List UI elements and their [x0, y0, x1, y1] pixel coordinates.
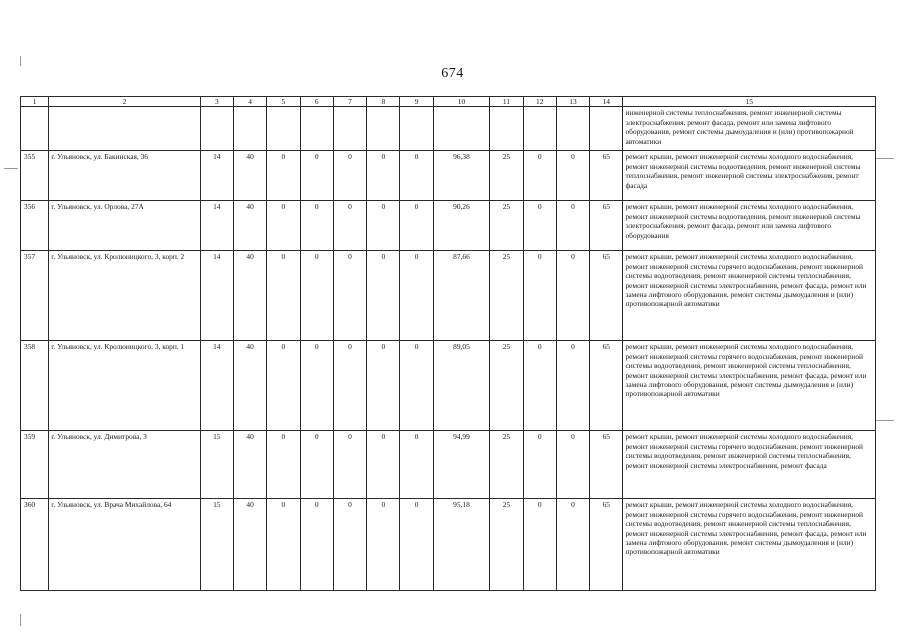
value-cell: 0 — [400, 499, 433, 591]
value-cell: 40 — [233, 431, 266, 499]
table-row — [21, 251, 876, 341]
value-cell: 0 — [400, 251, 433, 341]
value-cell: 65 — [590, 251, 623, 341]
column-header-14: 14 — [590, 97, 623, 107]
value-cell — [590, 107, 623, 151]
address-cell: г. Ульяновск, ул. Димитрова, 3 — [49, 431, 200, 499]
value-cell: 96,38 — [433, 151, 490, 201]
column-header-11: 11 — [490, 97, 523, 107]
value-cell: 0 — [367, 151, 400, 201]
value-cell: 14 — [200, 201, 233, 251]
value-cell: 15 — [200, 431, 233, 499]
address-cell: г. Ульяновск, ул. Кролюницкого, 3, корп. 1 — [49, 341, 200, 431]
column-header-13: 13 — [556, 97, 589, 107]
value-cell — [267, 107, 300, 151]
value-cell: 0 — [556, 341, 589, 431]
value-cell: 0 — [267, 201, 300, 251]
value-cell — [367, 107, 400, 151]
column-header-4: 4 — [233, 97, 266, 107]
value-cell: 0 — [400, 431, 433, 499]
value-cell: 0 — [367, 251, 400, 341]
column-header-15: 15 — [623, 97, 876, 107]
value-cell: 15 — [200, 499, 233, 591]
value-cell: 65 — [590, 341, 623, 431]
scan-mark — [20, 614, 21, 626]
value-cell: 0 — [300, 201, 333, 251]
address-cell: г. Ульяновск, ул. Бакинская, 36 — [49, 151, 200, 201]
works-list-cell: инженерной системы теплоснабжения, ремонт инженерной системы электроснабжения, ремонт фасада, ремонт или замена лифтового оборудования, ремонт системы дымоудаления и (или) противопожарной автоматики — [623, 107, 876, 151]
value-cell — [300, 107, 333, 151]
value-cell: 87,66 — [433, 251, 490, 341]
table-row — [21, 201, 876, 251]
row-index-cell: 356 — [21, 201, 49, 251]
table-row — [21, 341, 876, 431]
value-cell: 0 — [333, 499, 366, 591]
value-cell: 0 — [523, 341, 556, 431]
value-cell — [400, 107, 433, 151]
value-cell: 0 — [267, 431, 300, 499]
value-cell: 0 — [333, 251, 366, 341]
page-number: 674 — [441, 66, 464, 81]
value-cell: 0 — [333, 431, 366, 499]
value-cell: 40 — [233, 201, 266, 251]
row-index-cell — [21, 107, 49, 151]
value-cell: 0 — [556, 499, 589, 591]
value-cell: 25 — [490, 251, 523, 341]
value-cell: 0 — [333, 201, 366, 251]
value-cell: 0 — [556, 251, 589, 341]
column-header-1: 1 — [21, 97, 49, 107]
value-cell: 0 — [333, 341, 366, 431]
value-cell: 25 — [490, 201, 523, 251]
table-header — [21, 97, 876, 107]
value-cell: 0 — [523, 151, 556, 201]
row-index-cell: 360 — [21, 499, 49, 591]
address-cell: г. Ульяновск, ул. Орлова, 27А — [49, 201, 200, 251]
column-header-12: 12 — [523, 97, 556, 107]
value-cell: 40 — [233, 499, 266, 591]
value-cell: 25 — [490, 151, 523, 201]
value-cell: 40 — [233, 341, 266, 431]
value-cell — [233, 107, 266, 151]
value-cell: 95,18 — [433, 499, 490, 591]
value-cell: 0 — [400, 341, 433, 431]
column-header-5: 5 — [267, 97, 300, 107]
value-cell: 0 — [523, 431, 556, 499]
value-cell: 0 — [300, 499, 333, 591]
column-header-7: 7 — [333, 97, 366, 107]
value-cell: 0 — [267, 499, 300, 591]
works-list-cell: ремонт крыши, ремонт инженерной системы холодного водоснабжения, ремонт инженерной системы водоотведения, ремонт инженерной системы теплоснабжения, ремонт инженерной системы электроснабжения, ремонт фасада — [623, 151, 876, 201]
value-cell — [200, 107, 233, 151]
value-cell: 14 — [200, 251, 233, 341]
value-cell: 0 — [556, 151, 589, 201]
value-cell: 14 — [200, 151, 233, 201]
works-list-cell: ремонт крыши, ремонт инженерной системы холодного водоснабжения, ремонт инженерной системы водоотведения, ремонт инженерной системы электроснабжения, ремонт фасада, ремонт или замена лифтового оборудования — [623, 201, 876, 251]
value-cell: 65 — [590, 431, 623, 499]
works-list-cell: ремонт крыши, ремонт инженерной системы холодного водоснабжения, ремонт инженерной системы горячего водоснабжения, ремонт инженерной системы водоотведения, ремонт инженерной системы теплоснабжения, ремонт инженерной системы электроснабжения, ремонт фасада, ремонт или замена лифтового оборудования, ремонт системы дымоудаления и (или) противопожарной автоматики — [623, 499, 876, 591]
column-header-8: 8 — [367, 97, 400, 107]
value-cell — [490, 107, 523, 151]
value-cell: 0 — [300, 151, 333, 201]
value-cell: 0 — [556, 201, 589, 251]
table-row — [21, 499, 876, 591]
value-cell: 65 — [590, 201, 623, 251]
value-cell: 0 — [367, 431, 400, 499]
table-row — [21, 151, 876, 201]
column-header-10: 10 — [433, 97, 490, 107]
works-list-cell: ремонт крыши, ремонт инженерной системы холодного водоснабжения, ремонт инженерной системы горячего водоснабжения, ремонт инженерной системы водоотведения, ремонт инженерной системы теплоснабжения, ремонт инженерной системы электроснабжения, ремонт фасада, ремонт или замена лифтового оборудования, ремонт системы дымоудаления и (или) противопожарной автоматики — [623, 251, 876, 341]
value-cell: 0 — [400, 151, 433, 201]
table-row — [21, 431, 876, 499]
value-cell: 0 — [300, 431, 333, 499]
scan-mark — [876, 158, 894, 159]
table-body — [21, 107, 876, 591]
value-cell: 0 — [367, 499, 400, 591]
value-cell: 40 — [233, 151, 266, 201]
value-cell: 0 — [400, 201, 433, 251]
value-cell: 90,26 — [433, 201, 490, 251]
value-cell — [523, 107, 556, 151]
column-header-3: 3 — [200, 97, 233, 107]
value-cell: 0 — [523, 499, 556, 591]
value-cell: 25 — [490, 499, 523, 591]
value-cell: 0 — [300, 341, 333, 431]
value-cell: 14 — [200, 341, 233, 431]
value-cell: 25 — [490, 431, 523, 499]
value-cell: 94,99 — [433, 431, 490, 499]
column-header-6: 6 — [300, 97, 333, 107]
value-cell: 65 — [590, 151, 623, 201]
column-header-2: 2 — [49, 97, 200, 107]
value-cell: 0 — [367, 201, 400, 251]
value-cell: 0 — [523, 201, 556, 251]
value-cell — [333, 107, 366, 151]
address-cell: г. Ульяновск, ул. Кролюницкого, 3, корп. 2 — [49, 251, 200, 341]
value-cell — [556, 107, 589, 151]
scan-mark — [20, 56, 21, 66]
row-index-cell: 355 — [21, 151, 49, 201]
value-cell: 89,05 — [433, 341, 490, 431]
value-cell — [433, 107, 490, 151]
row-index-cell: 359 — [21, 431, 49, 499]
table-row — [21, 107, 876, 151]
works-list-cell: ремонт крыши, ремонт инженерной системы холодного водоснабжения, ремонт инженерной системы горячего водоснабжения, ремонт инженерной системы водоотведения, ремонт инженерной системы теплоснабжения, ремонт инженерной системы электроснабжения, ремонт фасада — [623, 431, 876, 499]
value-cell: 25 — [490, 341, 523, 431]
address-cell: г. Ульяновск, ул. Врача Михайлова, 64 — [49, 499, 200, 591]
scan-mark — [4, 168, 18, 169]
value-cell: 65 — [590, 499, 623, 591]
scan-mark — [876, 420, 894, 421]
header-row — [21, 97, 876, 107]
value-cell: 0 — [267, 151, 300, 201]
value-cell: 0 — [267, 251, 300, 341]
value-cell: 0 — [367, 341, 400, 431]
repair-program-table — [20, 96, 876, 591]
value-cell: 40 — [233, 251, 266, 341]
address-cell — [49, 107, 200, 151]
value-cell: 0 — [300, 251, 333, 341]
value-cell: 0 — [556, 431, 589, 499]
value-cell: 0 — [267, 341, 300, 431]
works-list-cell: ремонт крыши, ремонт инженерной системы холодного водоснабжения, ремонт инженерной системы горячего водоснабжения, ремонт инженерной системы водоотведения, ремонт инженерной системы теплоснабжения, ремонт инженерной системы электроснабжения, ремонт фасада, ремонт или замена лифтового оборудования, ремонт системы дымоудаления и (или) противопожарной автоматики — [623, 341, 876, 431]
value-cell: 0 — [523, 251, 556, 341]
column-header-9: 9 — [400, 97, 433, 107]
value-cell: 0 — [333, 151, 366, 201]
row-index-cell: 358 — [21, 341, 49, 431]
row-index-cell: 357 — [21, 251, 49, 341]
